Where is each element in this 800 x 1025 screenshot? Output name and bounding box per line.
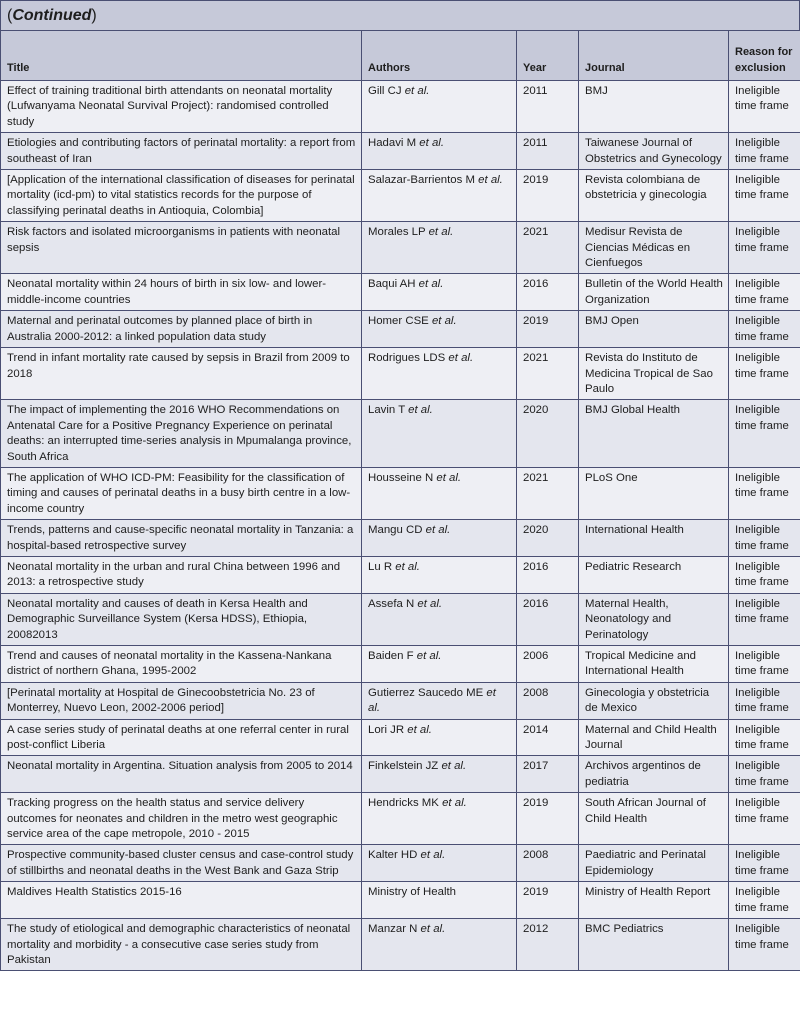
author-etal: et al. bbox=[431, 315, 457, 328]
cell-journal: Ministry of Health Report bbox=[579, 882, 729, 919]
cell-year: 2011 bbox=[517, 133, 579, 170]
cell-title: The application of WHO ICD-PM: Feasibility for the classification of timing and causes of perinatal deaths in a busy birth centre in a low-income country bbox=[1, 467, 362, 519]
cell-journal: BMJ bbox=[579, 81, 729, 133]
cell-title: Neonatal mortality and causes of death in Kersa Health and Demographic Surveillance System (Kersa HDSS), Ethiopia, 20082013 bbox=[1, 593, 362, 645]
cell-reason: Ineligible time frame bbox=[729, 845, 800, 882]
table-row bbox=[1, 348, 800, 400]
table-row bbox=[1, 81, 800, 133]
author-name: Assefa N bbox=[368, 597, 415, 610]
author-etal: et al. bbox=[436, 471, 462, 484]
cell-year: 2016 bbox=[517, 593, 579, 645]
author-name: Finkelstein JZ bbox=[368, 760, 439, 773]
cell-reason: Ineligible time frame bbox=[729, 467, 800, 519]
cell-title: Maternal and perinatal outcomes by planned place of birth in Australia 2000-2012: a linked population data study bbox=[1, 311, 362, 348]
table-row bbox=[1, 222, 800, 274]
author-etal: et al. bbox=[420, 923, 446, 936]
author-etal: et al. bbox=[428, 226, 454, 239]
author-name: Kalter HD bbox=[368, 849, 418, 862]
author-name: Homer CSE bbox=[368, 315, 429, 328]
cell-title: Etiologies and contributing factors of perinatal mortality: a report from southeast of Iran bbox=[1, 133, 362, 170]
author-name: Lori JR bbox=[368, 723, 405, 736]
author-etal: et al. bbox=[395, 560, 420, 573]
author-etal: et al. bbox=[418, 278, 444, 291]
author-etal: et al. bbox=[478, 174, 503, 187]
table-row bbox=[1, 170, 800, 222]
cell-authors bbox=[362, 311, 517, 348]
cell-reason: Ineligible time frame bbox=[729, 133, 800, 170]
author-etal: et al. bbox=[442, 797, 467, 810]
author-name: Lu R bbox=[368, 560, 393, 573]
cell-title: Trends, patterns and cause-specific neonatal mortality in Tanzania: a hospital-based retrospective survey bbox=[1, 520, 362, 557]
cell-year: 2008 bbox=[517, 845, 579, 882]
cell-authors bbox=[362, 556, 517, 593]
cell-year: 2020 bbox=[517, 520, 579, 557]
header-reason: Reason for exclusion bbox=[729, 31, 800, 81]
table-row bbox=[1, 882, 800, 919]
cell-title: Trend and causes of neonatal mortality in the Kassena-Nankana district of northern Ghana, 1995-2002 bbox=[1, 646, 362, 683]
cell-year: 2021 bbox=[517, 467, 579, 519]
author-etal: et al. bbox=[441, 760, 467, 773]
author-name: Morales LP bbox=[368, 226, 426, 239]
cell-reason: Ineligible time frame bbox=[729, 274, 800, 311]
cell-authors bbox=[362, 756, 517, 793]
cell-reason: Ineligible time frame bbox=[729, 556, 800, 593]
author-etal: et al. bbox=[404, 85, 430, 97]
cell-title: [Application of the international classification of diseases for perinatal mortality (icd-pm) to vital statistics records for the purpose of classifying perinatal deaths in Antioquia, Colombia] bbox=[1, 170, 362, 222]
cell-reason: Ineligible time frame bbox=[729, 682, 800, 719]
cell-title: Neonatal mortality within 24 hours of birth in six low- and lower-middle-income countries bbox=[1, 274, 362, 311]
caption-continued-label: Continued bbox=[12, 6, 92, 24]
header-authors: Authors bbox=[362, 31, 517, 81]
cell-authors bbox=[362, 400, 517, 468]
cell-reason: Ineligible time frame bbox=[729, 81, 800, 133]
cell-title: Tracking progress on the health status and service delivery outcomes for neonates and children in the metro west geographic service area of the cape metropole, 2010 - 2015 bbox=[1, 793, 362, 845]
cell-reason: Ineligible time frame bbox=[729, 222, 800, 274]
table-row bbox=[1, 274, 800, 311]
table-row bbox=[1, 520, 800, 557]
table-row bbox=[1, 793, 800, 845]
cell-year: 2017 bbox=[517, 756, 579, 793]
cell-year: 2021 bbox=[517, 222, 579, 274]
table-row bbox=[1, 133, 800, 170]
author-name: Gutierrez Saucedo ME bbox=[368, 686, 484, 699]
table-row bbox=[1, 756, 800, 793]
cell-journal: South African Journal of Child Health bbox=[579, 793, 729, 845]
cell-journal: Paediatric and Perinatal Epidemiology bbox=[579, 845, 729, 882]
table-row bbox=[1, 311, 800, 348]
cell-year: 2008 bbox=[517, 682, 579, 719]
cell-authors bbox=[362, 793, 517, 845]
cell-year: 2006 bbox=[517, 646, 579, 683]
table-row bbox=[1, 719, 800, 756]
cell-year: 2021 bbox=[517, 348, 579, 400]
table-caption bbox=[0, 0, 800, 30]
cell-year: 2012 bbox=[517, 919, 579, 971]
cell-reason: Ineligible time frame bbox=[729, 593, 800, 645]
author-name: Lavin T bbox=[368, 404, 405, 417]
exclusion-table bbox=[0, 30, 800, 971]
caption-open-paren: ( bbox=[7, 6, 13, 24]
author-etal: et al. bbox=[425, 524, 451, 537]
cell-reason: Ineligible time frame bbox=[729, 311, 800, 348]
author-etal: et al. bbox=[417, 597, 443, 610]
author-name: Mangu CD bbox=[368, 524, 423, 537]
cell-title: Effect of training traditional birth attendants on neonatal mortality (Lufwanyama Neonatal Survival Project): randomised controlled study bbox=[1, 81, 362, 133]
cell-reason: Ineligible time frame bbox=[729, 756, 800, 793]
table-row bbox=[1, 919, 800, 971]
cell-journal: Pediatric Research bbox=[579, 556, 729, 593]
cell-reason: Ineligible time frame bbox=[729, 793, 800, 845]
cell-journal: Ginecologia y obstetricia de Mexico bbox=[579, 682, 729, 719]
cell-title: Maldives Health Statistics 2015-16 bbox=[1, 882, 362, 919]
header-year: Year bbox=[517, 31, 579, 81]
table-row bbox=[1, 646, 800, 683]
header-title: Title bbox=[1, 31, 362, 81]
author-etal: et al. bbox=[420, 849, 446, 862]
cell-authors bbox=[362, 81, 517, 133]
cell-title: Prospective community-based cluster census and case-control study of stillbirths and neonatal deaths in the West Bank and Gaza Strip bbox=[1, 845, 362, 882]
cell-authors bbox=[362, 467, 517, 519]
cell-journal: Maternal and Child Health Journal bbox=[579, 719, 729, 756]
cell-journal: Bulletin of the World Health Organization bbox=[579, 274, 729, 311]
author-etal: et al. bbox=[448, 352, 474, 365]
author-name: Baqui AH bbox=[368, 278, 416, 291]
cell-journal: Medisur Revista de Ciencias Médicas en Cienfuegos bbox=[579, 222, 729, 274]
author-name: Salazar-Barrientos M bbox=[368, 174, 475, 187]
author-name: Rodrigues LDS bbox=[368, 352, 446, 365]
cell-title: Neonatal mortality in Argentina. Situation analysis from 2005 to 2014 bbox=[1, 756, 362, 793]
cell-authors bbox=[362, 646, 517, 683]
cell-journal: Revista do Instituto de Medicina Tropical de Sao Paulo bbox=[579, 348, 729, 400]
cell-authors bbox=[362, 274, 517, 311]
cell-authors bbox=[362, 348, 517, 400]
cell-journal: BMJ Global Health bbox=[579, 400, 729, 468]
author-etal: et al. bbox=[368, 686, 496, 715]
author-name: Housseine N bbox=[368, 471, 434, 484]
author-etal: et al. bbox=[408, 404, 433, 417]
cell-authors bbox=[362, 682, 517, 719]
cell-authors bbox=[362, 222, 517, 274]
cell-journal: Taiwanese Journal of Obstetrics and Gynecology bbox=[579, 133, 729, 170]
table-header-row bbox=[1, 31, 800, 81]
cell-year: 2016 bbox=[517, 556, 579, 593]
cell-authors bbox=[362, 919, 517, 971]
cell-year: 2020 bbox=[517, 400, 579, 468]
cell-year: 2019 bbox=[517, 793, 579, 845]
table-row bbox=[1, 593, 800, 645]
cell-authors bbox=[362, 520, 517, 557]
cell-title: Trend in infant mortality rate caused by sepsis in Brazil from 2009 to 2018 bbox=[1, 348, 362, 400]
author-etal: et al. bbox=[416, 650, 442, 662]
cell-authors bbox=[362, 882, 517, 919]
cell-year: 2019 bbox=[517, 882, 579, 919]
author-name: Hadavi M bbox=[368, 137, 417, 150]
caption-close-paren: ) bbox=[91, 6, 97, 24]
cell-authors bbox=[362, 170, 517, 222]
cell-authors bbox=[362, 719, 517, 756]
cell-reason: Ineligible time frame bbox=[729, 400, 800, 468]
table-row bbox=[1, 467, 800, 519]
table-row bbox=[1, 682, 800, 719]
cell-reason: Ineligible time frame bbox=[729, 646, 800, 683]
cell-title: [Perinatal mortality at Hospital de Ginecoobstetricia No. 23 of Monterrey, Nuevo Leon, 2002-2006 period] bbox=[1, 682, 362, 719]
cell-reason: Ineligible time frame bbox=[729, 919, 800, 971]
cell-title: A case series study of perinatal deaths at one referral center in rural post-conflict Liberia bbox=[1, 719, 362, 756]
cell-title: Neonatal mortality in the urban and rural China between 1996 and 2013: a retrospective study bbox=[1, 556, 362, 593]
table-row bbox=[1, 845, 800, 882]
cell-reason: Ineligible time frame bbox=[729, 520, 800, 557]
cell-reason: Ineligible time frame bbox=[729, 719, 800, 756]
cell-journal: PLoS One bbox=[579, 467, 729, 519]
author-name: Hendricks MK bbox=[368, 797, 439, 810]
cell-title: The study of etiological and demographic characteristics of neonatal mortality and morbidity - a consecutive case series study from Pakistan bbox=[1, 919, 362, 971]
cell-journal: BMJ Open bbox=[579, 311, 729, 348]
table-row bbox=[1, 556, 800, 593]
cell-journal: Revista colombiana de obstetricia y ginecologia bbox=[579, 170, 729, 222]
cell-reason: Ineligible time frame bbox=[729, 170, 800, 222]
author-etal: et al. bbox=[419, 137, 444, 150]
cell-authors bbox=[362, 593, 517, 645]
cell-year: 2019 bbox=[517, 311, 579, 348]
author-name: Ministry of Health bbox=[368, 886, 456, 899]
cell-year: 2016 bbox=[517, 274, 579, 311]
author-name: Gill CJ bbox=[368, 85, 402, 97]
cell-authors bbox=[362, 133, 517, 170]
author-name: Manzar N bbox=[368, 923, 418, 936]
cell-journal: Tropical Medicine and International Health bbox=[579, 646, 729, 683]
cell-journal: Archivos argentinos de pediatria bbox=[579, 756, 729, 793]
cell-year: 2019 bbox=[517, 170, 579, 222]
author-name: Baiden F bbox=[368, 650, 414, 662]
cell-journal: International Health bbox=[579, 520, 729, 557]
table-row bbox=[1, 400, 800, 468]
cell-reason: Ineligible time frame bbox=[729, 882, 800, 919]
header-journal: Journal bbox=[579, 31, 729, 81]
cell-title: The impact of implementing the 2016 WHO Recommendations on Antenatal Care for a Positive Pregnancy Experience on perinatal deaths: an interrupted time-series analysis in Mpumalanga province, South Africa bbox=[1, 400, 362, 468]
cell-year: 2014 bbox=[517, 719, 579, 756]
cell-journal: Maternal Health, Neonatology and Perinatology bbox=[579, 593, 729, 645]
author-etal: et al. bbox=[407, 723, 432, 736]
cell-reason: Ineligible time frame bbox=[729, 348, 800, 400]
cell-year: 2011 bbox=[517, 81, 579, 133]
cell-authors bbox=[362, 845, 517, 882]
cell-title: Risk factors and isolated microorganisms in patients with neonatal sepsis bbox=[1, 222, 362, 274]
cell-journal: BMC Pediatrics bbox=[579, 919, 729, 971]
